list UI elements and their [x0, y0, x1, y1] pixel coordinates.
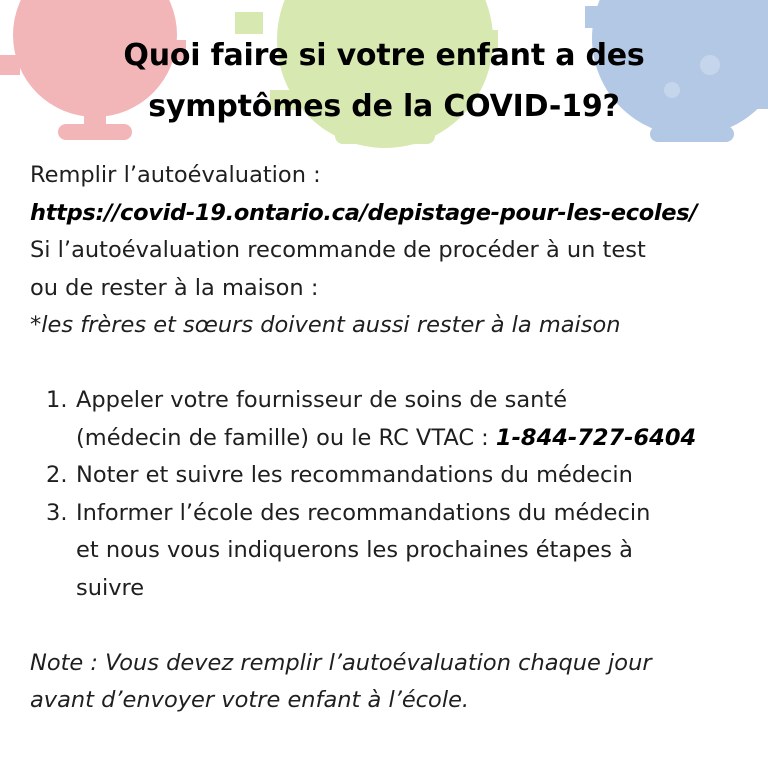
intro-line-3: Si l’autoévaluation recommande de procéder à un test	[30, 237, 646, 263]
list-item	[30, 495, 746, 608]
intro-line-4: ou de rester à la maison :	[30, 274, 319, 301]
self-assessment-label: Remplir l’autoévaluation :	[30, 162, 321, 188]
step-1-line-2-text: (médecin de famille) ou le RC VTAC :	[76, 424, 496, 451]
step-1-line-2	[76, 420, 746, 458]
spacer	[30, 345, 746, 383]
step-3-line-3: suivre	[76, 574, 145, 601]
main-content	[30, 157, 746, 720]
self-assessment-link[interactable]: https://covid-19.ontario.ca/depistage-pour-les-ecoles/	[30, 199, 698, 226]
title-line-1: Quoi faire si votre enfant a des	[123, 38, 645, 73]
title-line-2: symptômes de la COVID-19?	[148, 89, 620, 124]
step-2-line-1: Noter et suivre les recommandations du médecin	[76, 462, 633, 488]
note-line-2: avant d’envoyer votre enfant à l’école.	[30, 687, 470, 713]
step-3-line-2: et nous vous indiquerons les prochaines étapes à	[76, 537, 633, 563]
note-line-1: Note : Vous devez remplir l’autoévaluation chaque jour	[30, 649, 652, 676]
steps-list	[30, 382, 746, 607]
siblings-note: *les frères et sœurs doivent aussi rester à la maison	[30, 312, 621, 338]
spacer	[30, 607, 746, 645]
list-item	[30, 382, 746, 457]
step-number: 1.	[46, 387, 68, 413]
step-number: 3.	[46, 499, 68, 526]
list-item	[30, 457, 746, 495]
phone-number[interactable]: 1-844-727-6404	[495, 424, 697, 451]
step-3-line-1: Informer l’école des recommandations du médecin	[76, 499, 651, 526]
step-number: 2.	[46, 462, 68, 488]
step-1-line-1: Appeler votre fournisseur de soins de santé	[76, 387, 568, 413]
page-title	[0, 30, 768, 132]
